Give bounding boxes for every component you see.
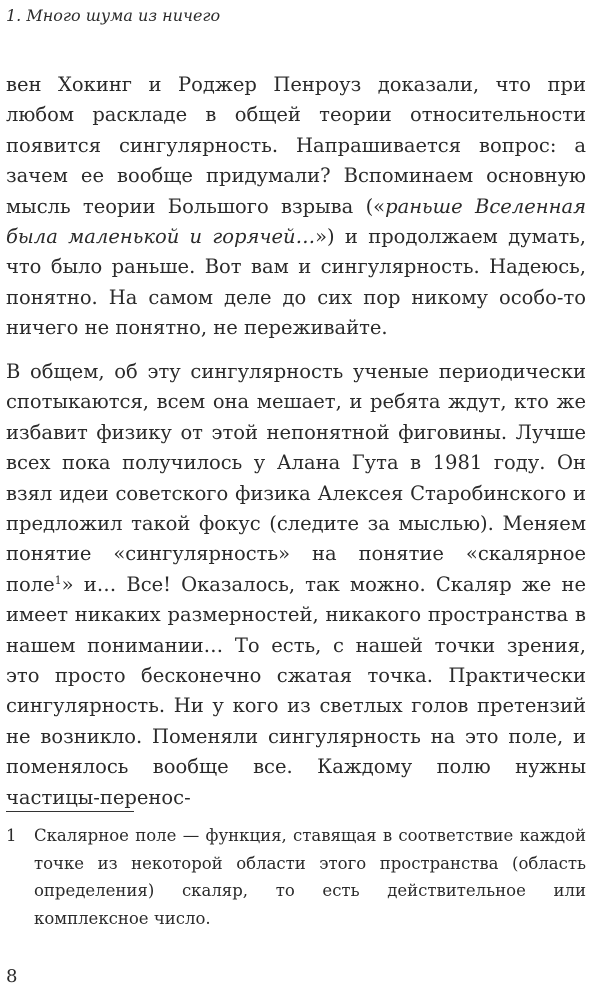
page-number: 8 — [6, 966, 18, 987]
paragraph-1-text-a: вен Хокинг и Роджер Пенроуз доказали, что при любом раскладе в общей теории относительности появится сингулярность. Напрашивается вопрос: а зачем ее вообще придумали? Вспоминаем основную мысль теории Большого взрыва (« — [6, 73, 586, 218]
running-head: 1. Много шума из ничего — [6, 6, 221, 25]
footnote-mark: 1 — [6, 826, 17, 845]
paragraph-2-text-a: В общем, об эту сингулярность ученые периодически спотыкаются, всем она мешает, и ребята ждут, кто же избавит физику от этой непонятной фиговины. Лучше всех пока получилось у Алана Гута в 1981 году. Он взял идеи советского физика Алексея Старобинского и предложил такой фокус (следите за мыслью). Меняем понятие «сингулярность» на понятие «скалярное поле — [6, 360, 586, 596]
footnote-text: Скалярное поле — функция, ставящая в соответствие каждой точке из некоторой области этого пространства (область определения) скаляр, то есть действительное или комплексное число. — [34, 826, 586, 928]
footnote-reference[interactable]: 1 — [54, 573, 62, 587]
paragraph-1 — [6, 70, 586, 344]
paragraph-2 — [6, 357, 586, 813]
footnote-divider — [6, 811, 134, 812]
footnote — [6, 822, 586, 932]
paragraph-1-italic-quote: раньше Вселенная была маленькой и горячей… — [6, 194, 586, 249]
paragraph-2-text-b: » и… Все! Оказалось, так можно. Скаляр же не имеет никаких размерностей, никакого пространства в нашем понимании… То есть, с нашей точки зрения, это просто бесконечно сжатая точка. Практически сингулярность. Ни у кого из светлых голов претензий не возникло. Поменяли сингулярность на это поле, и поменялось вообще все. Каждому полю нужны частицы-перенос- — [6, 572, 586, 809]
paragraph-1-text-b: ») и продолжаем думать, что было раньше. Вот вам и сингулярность. Надеюсь, понятно. На самом деле до сих пор никому особо-то ничего не понятно, не переживайте. — [6, 225, 586, 340]
